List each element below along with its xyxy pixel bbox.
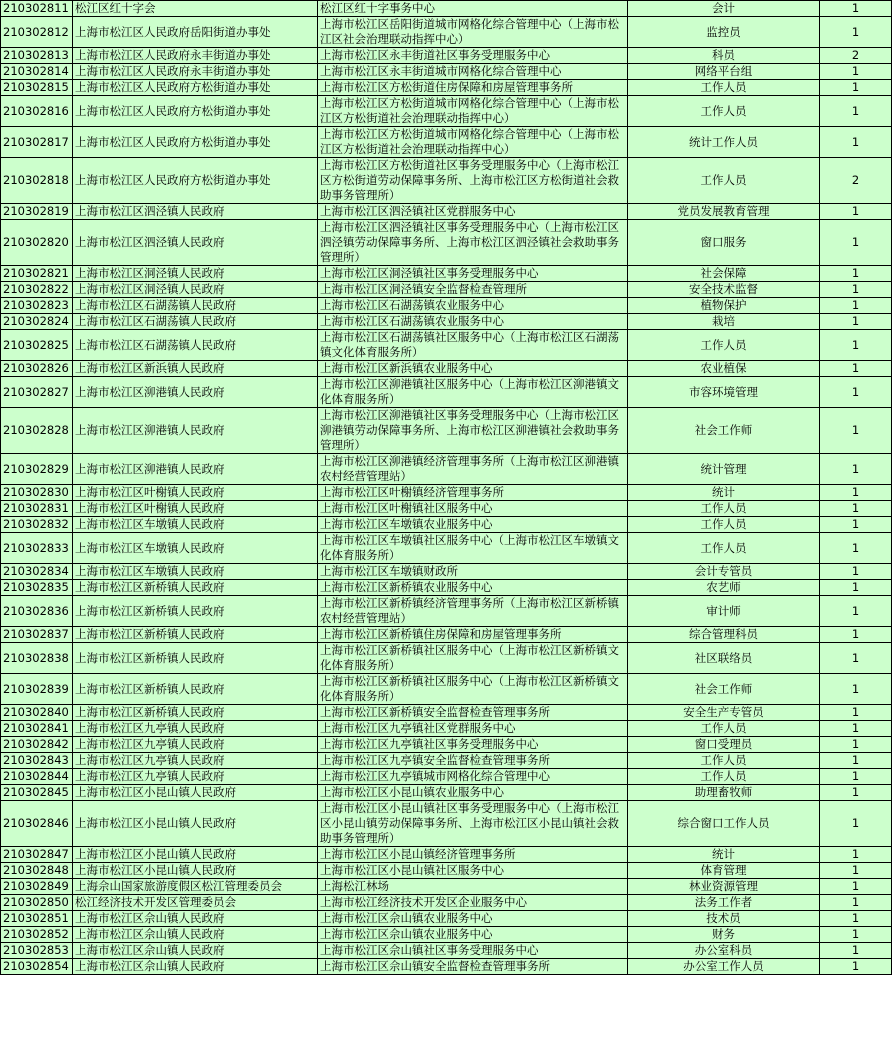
position-cell: 技术员 bbox=[628, 911, 820, 927]
position-cell: 工作人员 bbox=[628, 158, 820, 204]
job-code-cell: 210302831 bbox=[1, 501, 73, 517]
employer-cell: 上海市松江区泗泾镇人民政府 bbox=[73, 204, 318, 220]
table-row bbox=[1, 330, 892, 361]
headcount-cell: 1 bbox=[820, 330, 892, 361]
department-cell: 上海市松江区新桥镇住房保障和房屋管理事务所 bbox=[318, 627, 628, 643]
department-cell: 上海市松江区方松街道城市网格化综合管理中心（上海市松江区方松街道社会治理联动指挥中心） bbox=[318, 96, 628, 127]
job-code-cell: 210302823 bbox=[1, 298, 73, 314]
table-row bbox=[1, 927, 892, 943]
department-cell: 上海松江林场 bbox=[318, 879, 628, 895]
department-cell: 上海市松江区石湖荡镇社区服务中心（上海市松江区石湖荡镇文化体育服务所） bbox=[318, 330, 628, 361]
position-cell: 审计师 bbox=[628, 596, 820, 627]
department-cell: 上海市松江区新浜镇农业服务中心 bbox=[318, 361, 628, 377]
employer-cell: 上海市松江区九亭镇人民政府 bbox=[73, 769, 318, 785]
job-code-cell: 210302847 bbox=[1, 847, 73, 863]
job-code-cell: 210302826 bbox=[1, 361, 73, 377]
position-cell: 办公室科员 bbox=[628, 943, 820, 959]
department-cell: 上海市松江区九亭镇社区事务受理服务中心 bbox=[318, 737, 628, 753]
headcount-cell: 1 bbox=[820, 627, 892, 643]
job-code-cell: 210302813 bbox=[1, 48, 73, 64]
department-cell: 上海市松江区小昆山镇经济管理事务所 bbox=[318, 847, 628, 863]
position-cell: 会计专管员 bbox=[628, 564, 820, 580]
table-row bbox=[1, 485, 892, 501]
department-cell: 上海市松江区小昆山镇农业服务中心 bbox=[318, 785, 628, 801]
job-code-cell: 210302840 bbox=[1, 705, 73, 721]
job-code-cell: 210302853 bbox=[1, 943, 73, 959]
department-cell: 上海市松江区洞泾镇安全监督检查管理所 bbox=[318, 282, 628, 298]
table-row bbox=[1, 220, 892, 266]
headcount-cell: 1 bbox=[820, 927, 892, 943]
employer-cell: 上海市松江区洞泾镇人民政府 bbox=[73, 282, 318, 298]
position-cell: 栽培 bbox=[628, 314, 820, 330]
job-code-cell: 210302830 bbox=[1, 485, 73, 501]
department-cell: 上海市松江区石湖荡镇农业服务中心 bbox=[318, 298, 628, 314]
position-cell: 工作人员 bbox=[628, 721, 820, 737]
job-code-cell: 210302834 bbox=[1, 564, 73, 580]
job-code-cell: 210302835 bbox=[1, 580, 73, 596]
table-row bbox=[1, 377, 892, 408]
department-cell: 上海市松江区佘山镇社区事务受理服务中心 bbox=[318, 943, 628, 959]
department-cell: 上海市松江区佘山镇农业服务中心 bbox=[318, 911, 628, 927]
department-cell: 上海市松江区方松街道城市网格化综合管理中心（上海市松江区方松街道社会治理联动指挥中心） bbox=[318, 127, 628, 158]
employer-cell: 上海市松江区人民政府永丰街道办事处 bbox=[73, 64, 318, 80]
headcount-cell: 1 bbox=[820, 847, 892, 863]
position-cell: 工作人员 bbox=[628, 769, 820, 785]
job-code-cell: 210302829 bbox=[1, 454, 73, 485]
employer-cell: 上海市松江区泖港镇人民政府 bbox=[73, 408, 318, 454]
department-cell: 上海市松江区泖港镇社区服务中心（上海市松江区泖港镇文化体育服务所） bbox=[318, 377, 628, 408]
headcount-cell: 1 bbox=[820, 674, 892, 705]
position-cell: 财务 bbox=[628, 927, 820, 943]
position-cell: 市容环境管理 bbox=[628, 377, 820, 408]
position-cell: 工作人员 bbox=[628, 753, 820, 769]
job-code-cell: 210302815 bbox=[1, 80, 73, 96]
table-row bbox=[1, 785, 892, 801]
employer-cell: 上海市松江区车墩镇人民政府 bbox=[73, 564, 318, 580]
job-code-cell: 210302841 bbox=[1, 721, 73, 737]
table-row bbox=[1, 204, 892, 220]
position-cell: 社会工作师 bbox=[628, 408, 820, 454]
table-row bbox=[1, 753, 892, 769]
employer-cell: 松江区红十字会 bbox=[73, 1, 318, 17]
headcount-cell: 1 bbox=[820, 705, 892, 721]
table-row bbox=[1, 533, 892, 564]
department-cell: 上海市松江区新桥镇社区服务中心（上海市松江区新桥镇文化体育服务所） bbox=[318, 674, 628, 705]
department-cell: 上海市松江区九亭镇城市网格化综合管理中心 bbox=[318, 769, 628, 785]
job-code-cell: 210302811 bbox=[1, 1, 73, 17]
department-cell: 上海市松江区佘山镇安全监督检查管理事务所 bbox=[318, 959, 628, 975]
job-code-cell: 210302821 bbox=[1, 266, 73, 282]
job-code-cell: 210302854 bbox=[1, 959, 73, 975]
employer-cell: 上海市松江区泖港镇人民政府 bbox=[73, 454, 318, 485]
headcount-cell: 1 bbox=[820, 485, 892, 501]
headcount-cell: 1 bbox=[820, 959, 892, 975]
headcount-cell: 1 bbox=[820, 596, 892, 627]
department-cell: 松江区红十字事务中心 bbox=[318, 1, 628, 17]
position-cell: 统计 bbox=[628, 485, 820, 501]
department-cell: 上海市松江区泖港镇经济管理事务所（上海市松江区泖港镇农村经营管理站） bbox=[318, 454, 628, 485]
employer-cell: 上海市松江区泖港镇人民政府 bbox=[73, 377, 318, 408]
table-row bbox=[1, 596, 892, 627]
headcount-cell: 1 bbox=[820, 96, 892, 127]
table-row bbox=[1, 96, 892, 127]
employer-cell: 上海市松江区佘山镇人民政府 bbox=[73, 927, 318, 943]
employer-cell: 上海市松江区新桥镇人民政府 bbox=[73, 627, 318, 643]
headcount-cell: 1 bbox=[820, 501, 892, 517]
employer-cell: 上海市松江区叶榭镇人民政府 bbox=[73, 501, 318, 517]
table-row bbox=[1, 895, 892, 911]
job-code-cell: 210302845 bbox=[1, 785, 73, 801]
department-cell: 上海市松江区新桥镇农业服务中心 bbox=[318, 580, 628, 596]
department-cell: 上海市松江区永丰街道社区事务受理服务中心 bbox=[318, 48, 628, 64]
job-code-cell: 210302816 bbox=[1, 96, 73, 127]
table-row bbox=[1, 959, 892, 975]
table-row bbox=[1, 517, 892, 533]
table-row bbox=[1, 408, 892, 454]
position-cell: 农艺师 bbox=[628, 580, 820, 596]
job-code-cell: 210302844 bbox=[1, 769, 73, 785]
job-code-cell: 210302828 bbox=[1, 408, 73, 454]
job-code-cell: 210302822 bbox=[1, 282, 73, 298]
headcount-cell: 2 bbox=[820, 158, 892, 204]
table-row bbox=[1, 127, 892, 158]
department-cell: 上海市松江区车墩镇农业服务中心 bbox=[318, 517, 628, 533]
position-cell: 法务工作者 bbox=[628, 895, 820, 911]
headcount-cell: 1 bbox=[820, 801, 892, 847]
headcount-cell: 1 bbox=[820, 517, 892, 533]
position-cell: 统计工作人员 bbox=[628, 127, 820, 158]
job-code-cell: 210302849 bbox=[1, 879, 73, 895]
position-cell: 安全生产专管员 bbox=[628, 705, 820, 721]
table-row bbox=[1, 911, 892, 927]
table-row bbox=[1, 863, 892, 879]
employer-cell: 上海市松江区小昆山镇人民政府 bbox=[73, 785, 318, 801]
employer-cell: 上海市松江区小昆山镇人民政府 bbox=[73, 801, 318, 847]
table-row bbox=[1, 48, 892, 64]
department-cell: 上海市松江区石湖荡镇农业服务中心 bbox=[318, 314, 628, 330]
headcount-cell: 1 bbox=[820, 895, 892, 911]
headcount-cell: 1 bbox=[820, 220, 892, 266]
employer-cell: 上海市松江区石湖荡镇人民政府 bbox=[73, 298, 318, 314]
headcount-cell: 1 bbox=[820, 64, 892, 80]
headcount-cell: 1 bbox=[820, 580, 892, 596]
position-cell: 窗口服务 bbox=[628, 220, 820, 266]
headcount-cell: 1 bbox=[820, 298, 892, 314]
headcount-cell: 1 bbox=[820, 204, 892, 220]
table-row bbox=[1, 361, 892, 377]
department-cell: 上海市松江经济技术开发区企业服务中心 bbox=[318, 895, 628, 911]
employer-cell: 上海市松江区九亭镇人民政府 bbox=[73, 721, 318, 737]
position-cell: 安全技术监督 bbox=[628, 282, 820, 298]
headcount-cell: 1 bbox=[820, 454, 892, 485]
employer-cell: 上海市松江区九亭镇人民政府 bbox=[73, 753, 318, 769]
department-cell: 上海市松江区小昆山镇社区服务中心 bbox=[318, 863, 628, 879]
employer-cell: 上海市松江区佘山镇人民政府 bbox=[73, 911, 318, 927]
department-cell: 上海市松江区方松街道社区事务受理服务中心（上海市松江区方松街道劳动保障事务所、上海市松江区方松街道社会救助事务管理所） bbox=[318, 158, 628, 204]
department-cell: 上海市松江区永丰街道城市网格化综合管理中心 bbox=[318, 64, 628, 80]
headcount-cell: 1 bbox=[820, 377, 892, 408]
headcount-cell: 1 bbox=[820, 314, 892, 330]
table-row bbox=[1, 721, 892, 737]
position-cell: 综合窗口工作人员 bbox=[628, 801, 820, 847]
department-cell: 上海市松江区叶榭镇社区服务中心 bbox=[318, 501, 628, 517]
employer-cell: 上海市松江区新桥镇人民政府 bbox=[73, 674, 318, 705]
job-code-cell: 210302839 bbox=[1, 674, 73, 705]
position-cell: 网络平台组 bbox=[628, 64, 820, 80]
table-row bbox=[1, 705, 892, 721]
position-cell: 体育管理 bbox=[628, 863, 820, 879]
employer-cell: 上海市松江区车墩镇人民政府 bbox=[73, 533, 318, 564]
job-code-cell: 210302848 bbox=[1, 863, 73, 879]
position-cell: 工作人员 bbox=[628, 80, 820, 96]
headcount-cell: 1 bbox=[820, 533, 892, 564]
table-row bbox=[1, 580, 892, 596]
table-row bbox=[1, 879, 892, 895]
department-cell: 上海市松江区车墩镇社区服务中心（上海市松江区车墩镇文化体育服务所） bbox=[318, 533, 628, 564]
department-cell: 上海市松江区洞泾镇社区事务受理服务中心 bbox=[318, 266, 628, 282]
employer-cell: 松江经济技术开发区管理委员会 bbox=[73, 895, 318, 911]
employer-cell: 上海市松江区叶榭镇人民政府 bbox=[73, 485, 318, 501]
job-code-cell: 210302850 bbox=[1, 895, 73, 911]
position-cell: 监控员 bbox=[628, 17, 820, 48]
headcount-cell: 2 bbox=[820, 48, 892, 64]
table-row bbox=[1, 266, 892, 282]
table-row bbox=[1, 769, 892, 785]
table-row bbox=[1, 282, 892, 298]
job-code-cell: 210302819 bbox=[1, 204, 73, 220]
table-row bbox=[1, 801, 892, 847]
table-row bbox=[1, 17, 892, 48]
job-code-cell: 210302851 bbox=[1, 911, 73, 927]
position-cell: 社会保障 bbox=[628, 266, 820, 282]
table-row bbox=[1, 627, 892, 643]
headcount-cell: 1 bbox=[820, 80, 892, 96]
headcount-cell: 1 bbox=[820, 879, 892, 895]
headcount-cell: 1 bbox=[820, 863, 892, 879]
table-row bbox=[1, 737, 892, 753]
job-code-cell: 210302837 bbox=[1, 627, 73, 643]
headcount-cell: 1 bbox=[820, 943, 892, 959]
headcount-cell: 1 bbox=[820, 753, 892, 769]
headcount-cell: 1 bbox=[820, 1, 892, 17]
job-code-cell: 210302812 bbox=[1, 17, 73, 48]
position-cell: 工作人员 bbox=[628, 330, 820, 361]
table-row bbox=[1, 847, 892, 863]
employer-cell: 上海市松江区人民政府方松街道办事处 bbox=[73, 80, 318, 96]
headcount-cell: 1 bbox=[820, 361, 892, 377]
employer-cell: 上海市松江区小昆山镇人民政府 bbox=[73, 847, 318, 863]
employer-cell: 上海市松江区人民政府岳阳街道办事处 bbox=[73, 17, 318, 48]
position-cell: 综合管理科员 bbox=[628, 627, 820, 643]
headcount-cell: 1 bbox=[820, 564, 892, 580]
employer-cell: 上海市松江区小昆山镇人民政府 bbox=[73, 863, 318, 879]
department-cell: 上海市松江区泗泾镇社区党群服务中心 bbox=[318, 204, 628, 220]
position-cell: 助理畜牧师 bbox=[628, 785, 820, 801]
table-row bbox=[1, 298, 892, 314]
employer-cell: 上海市松江区人民政府方松街道办事处 bbox=[73, 127, 318, 158]
position-cell: 工作人员 bbox=[628, 533, 820, 564]
headcount-cell: 1 bbox=[820, 266, 892, 282]
job-code-cell: 210302824 bbox=[1, 314, 73, 330]
position-cell: 科员 bbox=[628, 48, 820, 64]
job-code-cell: 210302852 bbox=[1, 927, 73, 943]
department-cell: 上海市松江区新桥镇经济管理事务所（上海市松江区新桥镇农村经营管理站） bbox=[318, 596, 628, 627]
job-code-cell: 210302827 bbox=[1, 377, 73, 408]
position-cell: 工作人员 bbox=[628, 501, 820, 517]
employer-cell: 上海市松江区洞泾镇人民政府 bbox=[73, 266, 318, 282]
headcount-cell: 1 bbox=[820, 127, 892, 158]
employer-cell: 上海市松江区新桥镇人民政府 bbox=[73, 580, 318, 596]
position-cell: 农业植保 bbox=[628, 361, 820, 377]
department-cell: 上海市松江区叶榭镇经济管理事务所 bbox=[318, 485, 628, 501]
position-cell: 工作人员 bbox=[628, 517, 820, 533]
headcount-cell: 1 bbox=[820, 408, 892, 454]
position-cell: 社区联络员 bbox=[628, 643, 820, 674]
headcount-cell: 1 bbox=[820, 785, 892, 801]
job-code-cell: 210302820 bbox=[1, 220, 73, 266]
table-row bbox=[1, 943, 892, 959]
department-cell: 上海市松江区泖港镇社区事务受理服务中心（上海市松江区泖港镇劳动保障事务所、上海市松江区泖港镇社会救助事务管理所） bbox=[318, 408, 628, 454]
employer-cell: 上海市松江区石湖荡镇人民政府 bbox=[73, 314, 318, 330]
employer-cell: 上海市松江区新桥镇人民政府 bbox=[73, 596, 318, 627]
employer-cell: 上海市松江区九亭镇人民政府 bbox=[73, 737, 318, 753]
department-cell: 上海市松江区泗泾镇社区事务受理服务中心（上海市松江区泗泾镇劳动保障事务所、上海市松江区泗泾镇社会救助事务管理所） bbox=[318, 220, 628, 266]
table-row bbox=[1, 314, 892, 330]
job-code-cell: 210302817 bbox=[1, 127, 73, 158]
job-code-cell: 210302838 bbox=[1, 643, 73, 674]
department-cell: 上海市松江区小昆山镇社区事务受理服务中心（上海市松江区小昆山镇劳动保障事务所、上海市松江区小昆山镇社会救助事务管理所） bbox=[318, 801, 628, 847]
table-row bbox=[1, 158, 892, 204]
job-code-cell: 210302814 bbox=[1, 64, 73, 80]
position-cell: 统计管理 bbox=[628, 454, 820, 485]
employer-cell: 上海市松江区石湖荡镇人民政府 bbox=[73, 330, 318, 361]
position-cell: 会计 bbox=[628, 1, 820, 17]
table-row bbox=[1, 1, 892, 17]
table-row bbox=[1, 454, 892, 485]
headcount-cell: 1 bbox=[820, 769, 892, 785]
employer-cell: 上海市松江区人民政府方松街道办事处 bbox=[73, 96, 318, 127]
job-code-cell: 210302825 bbox=[1, 330, 73, 361]
job-code-cell: 210302843 bbox=[1, 753, 73, 769]
job-code-cell: 210302832 bbox=[1, 517, 73, 533]
position-cell: 党员发展教育管理 bbox=[628, 204, 820, 220]
department-cell: 上海市松江区岳阳街道城市网格化综合管理中心（上海市松江区社会治理联动指挥中心） bbox=[318, 17, 628, 48]
position-cell: 窗口受理员 bbox=[628, 737, 820, 753]
headcount-cell: 1 bbox=[820, 721, 892, 737]
position-cell: 植物保护 bbox=[628, 298, 820, 314]
position-cell: 工作人员 bbox=[628, 96, 820, 127]
table-row bbox=[1, 564, 892, 580]
employer-cell: 上海市松江区车墩镇人民政府 bbox=[73, 517, 318, 533]
employer-cell: 上海佘山国家旅游度假区松江管理委员会 bbox=[73, 879, 318, 895]
job-code-cell: 210302842 bbox=[1, 737, 73, 753]
table-body bbox=[1, 1, 892, 975]
employer-cell: 上海市松江区佘山镇人民政府 bbox=[73, 943, 318, 959]
headcount-cell: 1 bbox=[820, 737, 892, 753]
employer-cell: 上海市松江区新桥镇人民政府 bbox=[73, 643, 318, 674]
table-row bbox=[1, 643, 892, 674]
employer-cell: 上海市松江区新桥镇人民政府 bbox=[73, 705, 318, 721]
position-cell: 统计 bbox=[628, 847, 820, 863]
job-code-cell: 210302846 bbox=[1, 801, 73, 847]
department-cell: 上海市松江区九亭镇社区党群服务中心 bbox=[318, 721, 628, 737]
department-cell: 上海市松江区佘山镇农业服务中心 bbox=[318, 927, 628, 943]
department-cell: 上海市松江区车墩镇财政所 bbox=[318, 564, 628, 580]
headcount-cell: 1 bbox=[820, 282, 892, 298]
headcount-cell: 1 bbox=[820, 17, 892, 48]
employer-cell: 上海市松江区泗泾镇人民政府 bbox=[73, 220, 318, 266]
department-cell: 上海市松江区九亭镇安全监督检查管理事务所 bbox=[318, 753, 628, 769]
headcount-cell: 1 bbox=[820, 911, 892, 927]
employer-cell: 上海市松江区新浜镇人民政府 bbox=[73, 361, 318, 377]
table-row bbox=[1, 674, 892, 705]
position-cell: 林业资源管理 bbox=[628, 879, 820, 895]
employer-cell: 上海市松江区人民政府方松街道办事处 bbox=[73, 158, 318, 204]
table-row bbox=[1, 80, 892, 96]
department-cell: 上海市松江区方松街道住房保障和房屋管理事务所 bbox=[318, 80, 628, 96]
table-row bbox=[1, 64, 892, 80]
job-code-cell: 210302836 bbox=[1, 596, 73, 627]
employer-cell: 上海市松江区佘山镇人民政府 bbox=[73, 959, 318, 975]
employer-cell: 上海市松江区人民政府永丰街道办事处 bbox=[73, 48, 318, 64]
job-code-cell: 210302833 bbox=[1, 533, 73, 564]
department-cell: 上海市松江区新桥镇社区服务中心（上海市松江区新桥镇文化体育服务所） bbox=[318, 643, 628, 674]
department-cell: 上海市松江区新桥镇安全监督检查管理事务所 bbox=[318, 705, 628, 721]
table-row bbox=[1, 501, 892, 517]
headcount-cell: 1 bbox=[820, 643, 892, 674]
job-code-cell: 210302818 bbox=[1, 158, 73, 204]
position-cell: 办公室工作人员 bbox=[628, 959, 820, 975]
position-cell: 社会工作师 bbox=[628, 674, 820, 705]
